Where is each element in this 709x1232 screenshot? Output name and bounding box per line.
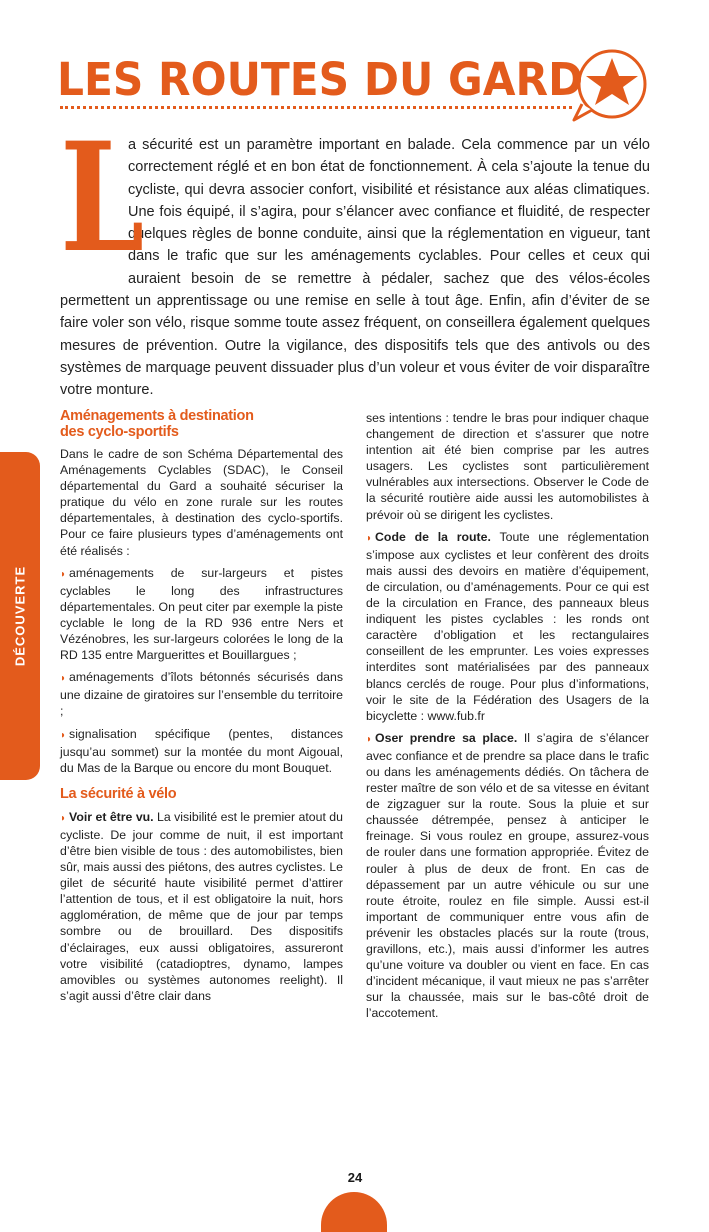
bullet-item (60, 726, 343, 776)
bullet-item (60, 565, 343, 664)
bullet-icon: ◗ (366, 733, 373, 745)
bullet-icon: ◗ (60, 729, 67, 741)
paragraph-text: La visibilité est le premier atout du cycliste. De jour comme de nuit, il est important d’être bien visible de tous : des automobilistes, bien sûr, mais aussi des piétons, des autres cyclistes. Le gilet de sécurité haute visibilité permet d’attirer l’attention de tous, et il est obligatoire la nuit, hors agglomération, de même que de jour par temps sombre ou de brouillard. Des dispositifs d’éclairages, eux aussi obligatoires, assureront votre visibilité (catadioptres, dynamo, lampes amovibles ou systèmes autonomes reelight). Il s’agit aussi d’être clair dans (60, 809, 343, 1003)
bullet-text: aménagements de sur-largeurs et pistes cyclables le long des infrastructures départementales. On peut citer par exemple la piste cyclable le long de la RD 936 entre Ners et Vézénobres, les sur-largeurs colorées le long de la RD 135 entre Marguerittes et Bouillargues ; (60, 565, 343, 663)
paragraph: ses intentions : tendre le bras pour indiquer chaque changement de direction et s’assurer que notre intention ait été bien comprise par les autres usagers. Les cyclistes sont particulièrement vulnérables aux intersections. Observer le Code de la sécurité routière aide aussi les automobilistes à prévoir où se dirigent les cyclistes. (366, 411, 649, 522)
paragraph-text: Il s’agira de s’élancer avec confiance et de prendre sa place dans le trafic ou dans les aménagements dédiés. On tâchera de rester maître de son vélo et de sa vitesse en évitant de zigzaguer sur la route. Sous la pluie et sur chaussée détrempée, pensez à anticiper le freinage. Si vous roulez en groupe, assurez-vous de rouler dans une formation appropriée. Évitez de rouler à plus de deux de front. En cas de dépassement par un autre véhicule ou sur une route étroite, roulez en file simple. Aussi est-il important de communiquer entre vous afin de prévenir les obstacles placés sur la route (trous, gravillons, etc.), mais aussi d’informer les autres qu’une voiture va doubler ou vient en face. En cas d’incident mécanique, il vaut mieux ne pas s’arrêter sur la chaussée, mais sur le bas-côté droit de l’accotement. (366, 730, 649, 1021)
intro-text: a sécurité est un paramètre important en balade. Cela commence par un vélo correctement réglé et en bon état de fonctionnement. À cela s’ajoute la tenue du cycliste, qui devra associer confort, visibilité et résistance aux aléas climatiques. Une fois équipé, il s’agira, pour s’élancer avec confiance et fluidité, de respecter quelques règles de bonne conduite, ainsi que la réglementation en vigueur, tant dans le trafic que sur les aménagements cyclables. Pour celles et ceux qui auraient besoin de se remettre à pédaler, sachez que des vélos-écoles permettent un apprentissage ou une remise en selle à tout âge. Enfin, afin d’éviter de se faire voler son vélo, risque somme toute assez fréquent, on conseillera également quelques mesures de prévention. Outre la vigilance, des dispositifs tels que des antivols ou des systèmes de marquage peuvent dissuader plus d’un voleur et vous éviter de voir disparaître votre monture. (60, 137, 650, 399)
right-column (366, 410, 649, 1027)
paragraph: Dans le cadre de son Schéma Départemental des Aménagements Cyclables (SDAC), le Conseil départemental du Gard a souhaité sécuriser la pratique du vélo en zone rurale sur les routes départementales, à destination des cyclo-sportifs. Pour ce faire plusieurs types d’aménagements ont été réalisés : (60, 447, 343, 558)
lead-in: Code de la route. (375, 529, 491, 544)
left-column (60, 406, 343, 1010)
paragraph (366, 529, 649, 724)
heading-amenagements (60, 408, 343, 440)
lead-in: Oser prendre sa place. (375, 730, 518, 745)
star-speech-bubble-icon (568, 44, 652, 128)
bullet-icon: ◗ (366, 532, 373, 544)
heading-line-2: des cyclo-sportifs (60, 424, 179, 440)
heading-line-1: Aménagements à destination (60, 408, 254, 424)
intro-paragraph (60, 110, 650, 402)
paragraph (366, 730, 649, 1022)
paragraph (60, 809, 343, 1004)
bullet-item (60, 669, 343, 719)
bullet-text: signalisation spécifique (pentes, distances jusqu’au sommet) sur la montée du mont Aigoual, du Mas de la Barque ou encore du mont Bouquet. (60, 726, 343, 775)
section-label: DÉCOUVERTE (12, 565, 28, 667)
section-side-tab (0, 452, 40, 780)
bullet-icon: ◗ (60, 673, 67, 685)
intro-section (60, 110, 650, 402)
lead-in: Voir et être vu. (69, 809, 154, 824)
title-dotted-rule (60, 106, 572, 109)
paragraph-text: Toute une réglementation s’impose aux cyclistes et leur confèrent des droits mais aussi des devoirs en matière d’équipement, de circulation, ou d’aménagements. Pour ce qui est de la circulation en France, des panneaux bleus indiquent les pistes cyclables : les ronds ont caractère d’obligation et les rectangulaires conseillent de les emprunter. Les voies expresses interdites sont matérialisées par des panneaux blancs cerclés de rouge. Pour plus d’informations, voir le site de la Fédération des Usagers de la bicyclette : www.fub.fr (366, 529, 649, 723)
page-tab (321, 1192, 387, 1232)
heading-securite: La sécurité à vélo (60, 785, 177, 802)
bullet-text: aménagements d’îlots bétonnés sécurisés dans une dizaine de giratoires sur l’ensemble du territoire ; (60, 670, 343, 719)
drop-cap: L (60, 110, 145, 286)
bullet-icon: ◗ (60, 568, 67, 580)
bullet-icon: ◗ (60, 812, 67, 824)
page-number: 24 (347, 1170, 363, 1185)
page-title: LES ROUTES DU GARD (57, 53, 584, 106)
